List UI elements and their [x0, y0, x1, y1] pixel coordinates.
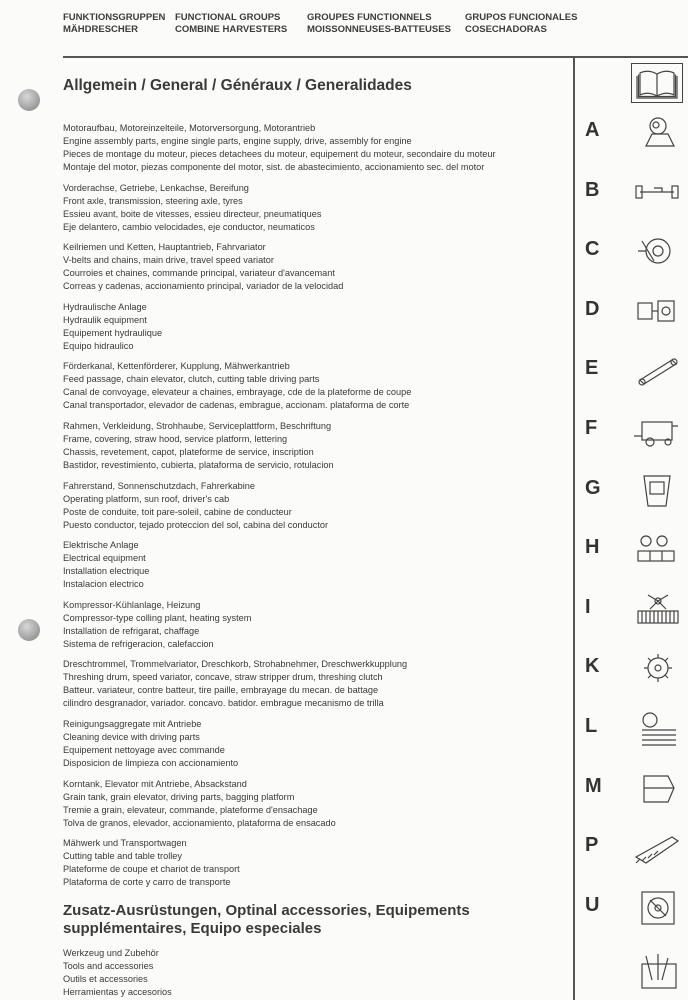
group-letter-f[interactable]: F: [585, 417, 598, 439]
book-icon: [631, 63, 683, 103]
group-letter-a[interactable]: A: [585, 119, 600, 141]
accessories-line: Herramientas y accesorios: [63, 987, 172, 997]
group-description-line: Engine assembly parts, engine single parts, engine supply, drive, assembly for engine: [63, 136, 412, 146]
header-col-en: [175, 12, 287, 36]
group-letter-i[interactable]: I: [585, 595, 591, 618]
group-section-m: [63, 778, 336, 830]
cleaning-icon: [628, 708, 680, 748]
group-letter-k[interactable]: K: [585, 655, 600, 678]
frame-icon: [628, 410, 680, 450]
horizontal-rule: [63, 56, 688, 58]
group-letter-m[interactable]: M: [585, 774, 602, 797]
tools-icon: [628, 950, 680, 990]
header-line: COMBINE HARVESTERS: [175, 24, 288, 35]
group-section-p: [63, 837, 240, 889]
group-letter-g[interactable]: G: [585, 476, 601, 499]
group-letter-h[interactable]: H: [585, 536, 600, 559]
accessories-title-line: supplémentaires, Equipo especiales: [63, 920, 322, 937]
belt-drive-icon: [628, 231, 680, 271]
group-section-l: [63, 718, 238, 770]
cooling-fan-icon: [628, 589, 680, 629]
group-description-line: Tremie a grain, elevateur, commande, plateforme d'ensachage: [63, 804, 318, 815]
group-section-h: [63, 539, 149, 591]
group-description-line: Poste de conduite, toit pare-soleil, cabine de conducteur: [63, 506, 292, 517]
group-description-line: Compressor-type colling plant, heating system: [63, 612, 252, 623]
header-line: MÄHDRESCHER: [63, 24, 138, 35]
feed-passage-icon: [628, 350, 680, 390]
group-description-line: Chassis, revetement, capot, plateforme de service, inscription: [63, 447, 314, 457]
group-description-line: Operating platform, sun roof, driver's cab: [63, 493, 230, 504]
axle-icon: [628, 172, 680, 212]
group-letter-l[interactable]: L: [585, 715, 598, 737]
group-letter-p[interactable]: P: [585, 834, 599, 857]
group-description-line: Equipo hidraulico: [63, 340, 134, 351]
group-description-line: Batteur. variateur, contre batteur, tire paille, embrayage du mecan. de battage: [63, 685, 379, 696]
group-description-line: Sistema de refrigeracion, calefaccion: [63, 638, 214, 649]
accessories-section: [63, 947, 172, 999]
header-col-fr: [307, 12, 451, 36]
group-description-line: Hydraulische Anlage: [63, 301, 147, 312]
group-description-line: Cutting table and table trolley: [63, 851, 183, 862]
accessories-title: [63, 902, 470, 938]
header-line: FUNCTIONAL GROUPS: [175, 12, 281, 23]
header-col-de: [63, 12, 165, 36]
group-letter-e[interactable]: E: [585, 357, 599, 380]
accessories-line: Werkzeug und Zubehör: [63, 948, 159, 958]
group-description-line: Equipement nettoyage avec commande: [63, 745, 225, 755]
cutting-table-icon: [628, 827, 680, 867]
header-line: COSECHADORAS: [465, 24, 547, 35]
group-description-line: Canal transportador, elevador de cadenas, embrague, accionam. plataforma de corte: [63, 400, 410, 411]
header-line: FUNKTIONSGRUPPEN: [63, 12, 166, 23]
group-description-line: Electrical equipment: [63, 553, 146, 564]
group-section-a: [63, 122, 496, 174]
cab-icon: [628, 470, 680, 510]
group-description-line: Installation de refrigarat, chaffage: [63, 625, 200, 636]
header-line: GRUPOS FUNCIONALES: [465, 12, 578, 23]
group-description-line: Fahrerstand, Sonnenschutzdach, Fahrerkabine: [63, 480, 256, 491]
group-description-line: Elektrische Anlage: [63, 540, 139, 551]
group-description-line: Mähwerk und Transportwagen: [63, 838, 187, 849]
header-line: MOISSONNEUSES-BATTEUSES: [307, 24, 451, 35]
group-description-line: Reinigungsaggregate mit Antriebe: [63, 719, 202, 729]
group-description-line: Disposicion de limpieza con accionamiento: [63, 758, 239, 768]
hydraulic-icon: [628, 291, 680, 331]
header-col-es: [465, 12, 577, 36]
group-description-line: cilindro desgranador, variador. concavo. batidor. embrague mecanismo de trilla: [63, 698, 384, 709]
group-description-line: Feed passage, chain elevator, clutch, cutting table driving parts: [63, 374, 320, 385]
group-description-line: Courroies et chaines, commande principal, variateur d'avancemant: [63, 268, 335, 279]
header-line: GROUPES FUNCTIONNELS: [307, 12, 432, 23]
punch-hole: [18, 89, 40, 111]
electrical-icon: [628, 529, 680, 569]
group-description-line: Keilriemen und Ketten, Hauptantrieb, Fahrvariator: [63, 242, 266, 253]
group-description-line: Montaje del motor, piezas componente del motor, sist. de abastecimiento, accionamiento sec. del motor: [63, 162, 485, 172]
group-description-line: Korntank, Elevator mit Antriebe, Absackstand: [63, 778, 247, 789]
group-description-line: Pieces de montage du moteur, pieces detachees du moteur, equipement du moteur, secondaire du moteur: [63, 149, 496, 159]
group-section-f: [63, 420, 334, 472]
group-description-line: Eje delantero, cambio velocidades, eje conductor, neumaticos: [63, 221, 315, 232]
group-section-b: [63, 182, 321, 234]
group-section-i: [63, 599, 251, 651]
group-description-line: Förderkanal, Kettenförderer, Kupplung, Mähwerkantrieb: [63, 361, 290, 372]
group-description-line: Essieu avant, boite de vitesses, essieu directeur, pneumatiques: [63, 208, 322, 219]
accessories-line: Tools and accessories: [63, 961, 154, 971]
group-section-k: [63, 658, 407, 710]
accessory-icon: [628, 888, 680, 928]
group-description-line: Installation electrique: [63, 566, 150, 577]
group-description-line: Front axle, transmission, steering axle, tyres: [63, 195, 243, 206]
group-section-g: [63, 480, 328, 532]
threshing-drum-icon: [628, 648, 680, 688]
group-description-line: Threshing drum, speed variator, concave, straw stripper drum, threshing clutch: [63, 672, 383, 683]
accessories-line: Outils et accessories: [63, 974, 148, 984]
group-description-line: Puesto conductor, tejado proteccion del sol, cabina del conductor: [63, 519, 329, 530]
group-description-line: Frame, covering, straw hood, service platform, lettering: [63, 434, 288, 444]
group-description-line: Tolva de granos, elevador, accionamiento, plataforma de ensacado: [63, 817, 336, 828]
group-description-line: Plataforma de corte y carro de transporte: [63, 877, 231, 888]
group-section-d: [63, 301, 162, 353]
group-description-line: Vorderachse, Getriebe, Lenkachse, Bereifung: [63, 182, 249, 193]
group-letter-u[interactable]: U: [585, 894, 600, 916]
group-letter-c[interactable]: C: [585, 238, 600, 261]
group-description-line: Dreschtrommel, Trommelvariator, Dreschkorb, Strohabnehmer, Dreschwerkkupplung: [63, 659, 408, 670]
group-description-line: Correas y cadenas, accionamiento principal, variador de la velocidad: [63, 281, 344, 292]
group-section-c: [63, 241, 343, 293]
group-description-line: V-belts and chains, main drive, travel speed variator: [63, 255, 274, 266]
group-description-line: Canal de convoyage, elevateur a chaines, embrayage, cde de la plateforme de coupe: [63, 387, 412, 398]
punch-hole: [18, 619, 40, 641]
group-letter-d[interactable]: D: [585, 297, 600, 320]
engine-icon: [628, 112, 680, 152]
grain-tank-icon: [628, 768, 680, 808]
group-description-line: Plateforme de coupe et chariot de transport: [63, 864, 240, 875]
group-description-line: Hydraulik equipment: [63, 314, 147, 325]
group-description-line: Bastidor, revestimiento, cubierta, plataforma de servicio, rotulacion: [63, 460, 334, 470]
group-description-line: Kompressor-Kühlanlage, Heizung: [63, 599, 201, 610]
group-description-line: Motoraufbau, Motoreinzelteile, Motorversorgung, Motorantrieb: [63, 123, 316, 133]
group-description-line: Instalacion electrico: [63, 579, 144, 590]
group-section-e: [63, 360, 411, 412]
accessories-title-line: Zusatz-Ausrüstungen, Optinal accessories, Equipements: [63, 902, 470, 919]
vertical-rule: [573, 56, 575, 1000]
group-description-line: Equipement hydraulique: [63, 327, 163, 338]
group-description-line: Cleaning device with driving parts: [63, 732, 200, 742]
group-description-line: Grain tank, grain elevator, driving parts, bagging platform: [63, 791, 295, 802]
page-title: Allgemein / General / Généraux / Generalidades: [63, 77, 412, 94]
group-description-line: Rahmen, Verkleidung, Strohhaube, Serviceplattform, Beschriftung: [63, 421, 332, 431]
group-letter-b[interactable]: B: [585, 178, 600, 201]
